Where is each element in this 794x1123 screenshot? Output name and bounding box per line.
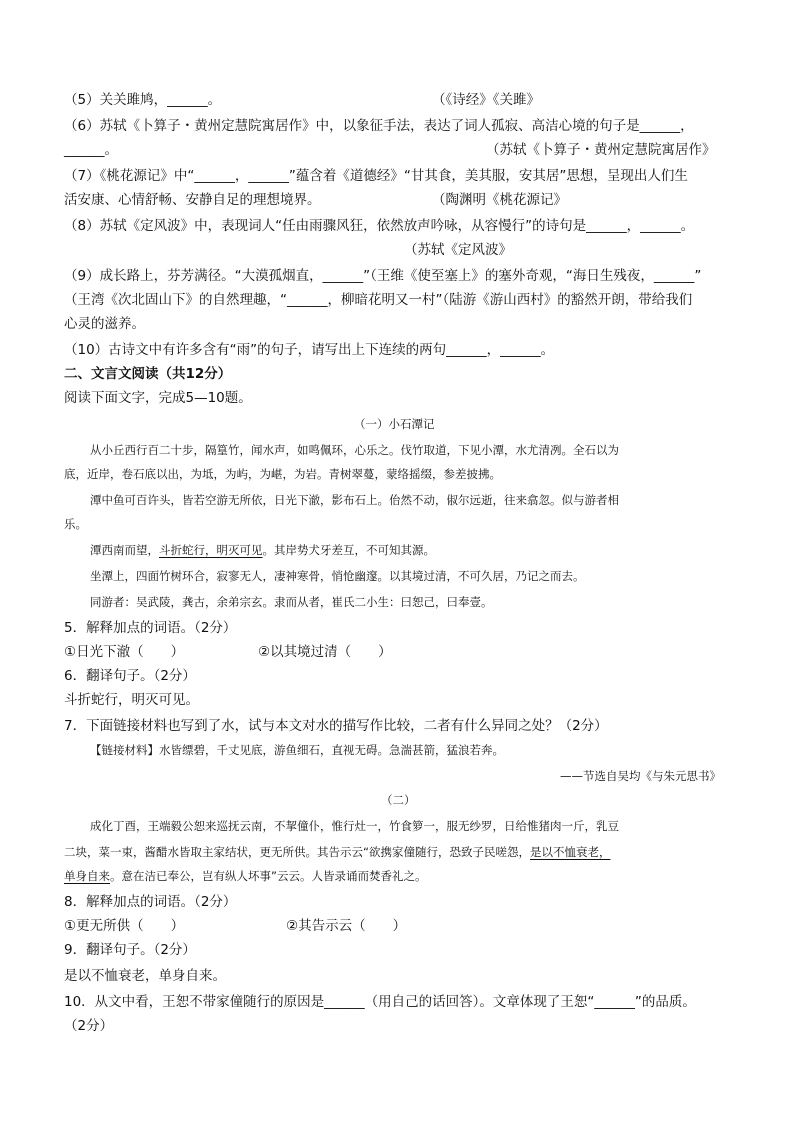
q9-sentence: 是以不恤衰老，单身自来。 — [64, 968, 226, 984]
q7-fill-line: （7）《桃花源记》中“______，______”蕴含着《道德经》“甘其食，美其服，安其居”思想，呈现出人们生 — [64, 168, 688, 184]
passage1-title: （一）小石潭记 — [354, 417, 435, 431]
q10-score: （2分） — [64, 1018, 114, 1034]
q10-fill-line: （10）古诗文中有许多含有“雨”的句子，请写出上下连续的两句______，______。 — [64, 342, 555, 358]
q5-item-1: ①日光下澈（ ） — [64, 644, 185, 660]
passage2-title: （二） — [381, 793, 416, 807]
passage2-line — [64, 842, 610, 862]
q8-item-2: ②其告示云（ ） — [286, 918, 407, 934]
q7-fill-line-cont: 活安康、心情舒畅、安静自足的理想境界。 — [64, 192, 321, 208]
q6-fill-line-cont: ______。 — [64, 142, 118, 158]
q6-prompt: 6．翻译句子。（2分） — [64, 668, 196, 684]
section2-heading: 二、文言文阅读（共12分） — [64, 366, 232, 382]
passage2-text: 。意在洁已奉公，岂有纵人坏事”云云。人皆录诵而焚香礼之。 — [110, 869, 427, 883]
underlined-sentence: 单身自来 — [64, 869, 110, 883]
q9-fill-line: （9）成长路上，芬芳满径。“大漠孤烟直，______”（王维《使至塞上》的塞外奇观，“海日生残夜，______” — [64, 268, 702, 284]
q5-item-2: ②以其境过清（ ） — [258, 644, 392, 660]
q9-fill-line-cont: （王湾《次北固山下》的自然理趣，“______，柳暗花明又一村”（陆游《游山西村》的豁然开朗，带给我们 — [64, 292, 693, 308]
link-material-source: ——节选自吴均《与朱元思书》 — [560, 769, 721, 783]
q5-fill-line: （5）关关雎鸠，______。 — [64, 92, 222, 108]
q6-source: （苏轼《卜算子・黄州定慧院寓居作》 — [486, 142, 716, 158]
q9-prompt: 9．翻译句子。（2分） — [64, 942, 196, 958]
passage1-line: 坐潭上，四面竹树环合，寂寥无人，凄神寒骨，悄怆幽邃。以其境过清，不可久居，乃记之而去。 — [90, 569, 585, 583]
q10-prompt: 10．从文中看，王恕不带家僮随行的原因是______（用自己的话回答）。文章体现了王恕“______”的品质。 — [64, 994, 696, 1010]
passage1-line: 乐。 — [64, 517, 87, 531]
passage2-line: 成化丁酉，王端毅公恕来巡抚云南，不挈僮仆，惟行灶一，竹食箩一，服无纱罗，日给惟猪肉一斤，乳豆 — [90, 819, 619, 833]
passage1-line — [90, 540, 435, 560]
q9-fill-line-end: 心灵的滋养。 — [64, 316, 145, 332]
q6-fill-line: （6）苏轼《卜算子・黄州定慧院寓居作》中，以象征手法，表达了词人孤寂、高洁心境的句子是______， — [64, 118, 694, 134]
passage1-line: 潭中鱼可百许头，皆若空游无所依，日光下澈，影布石上。佁然不动，俶尔远逝，往来翕忽。似与游者相 — [90, 493, 619, 507]
q8-fill-line: （8）苏轼《定风波》中，表现词人“任由雨骤风狂，依然放声吟咏，从容慢行”的诗句是______，______。 — [64, 218, 695, 234]
underlined-sentence: 斗折蛇行，明灭可见 — [159, 543, 263, 557]
q8-prompt: 8．解释加点的词语。（2分） — [64, 894, 237, 910]
link-material: 【链接材料】水皆缥碧，千丈见底，游鱼细石，直视无碍。急湍甚箭，猛浪若奔。 — [90, 743, 504, 757]
q8-source: （苏轼《定风波》 — [404, 242, 512, 258]
q5-prompt: 5．解释加点的词语。（2分） — [64, 620, 237, 636]
q7-source: （陶渊明《桃花源记》 — [432, 192, 567, 208]
passage2-line — [64, 866, 426, 886]
passage1-line: 底，近岸，卷石底以出，为坻，为屿，为嵁，为岩。青树翠蔓，蒙络摇缀，参差披拂。 — [64, 467, 501, 481]
q8-item-1: ①更无所供（ ） — [64, 918, 185, 934]
passage1-text: 。其岸势犬牙差互，不可知其源。 — [262, 543, 435, 557]
q5-source: （《诗经》《关雎》 — [432, 92, 540, 108]
passage2-text: 二块，菜一束，酱醋水皆取主家结状，更无所供。其告示云“欲携家僮随行，恐致子民嗟怨， — [64, 845, 530, 859]
section2-intro: 阅读下面文字，完成5—10题。 — [64, 390, 252, 406]
q6-sentence: 斗折蛇行，明灭可见。 — [64, 692, 199, 708]
q7-prompt: 7．下面链接材料也写到了水，试与本文对水的描写作比较，二者有什么异同之处？（2分） — [64, 718, 608, 734]
passage1-line: 从小丘西行百二十步，隔篁竹，闻水声，如鸣佩环，心乐之。伐竹取道，下见小潭，水尤清冽。全石以为 — [90, 443, 619, 457]
passage1-text: 潭西南而望， — [90, 543, 159, 557]
underlined-sentence: 是以不恤衰老， — [529, 845, 611, 859]
passage1-line: 同游者：吴武陵，龚古，余弟宗玄。隶而从者，崔氏二小生：曰恕己，曰奉壹。 — [90, 595, 493, 609]
